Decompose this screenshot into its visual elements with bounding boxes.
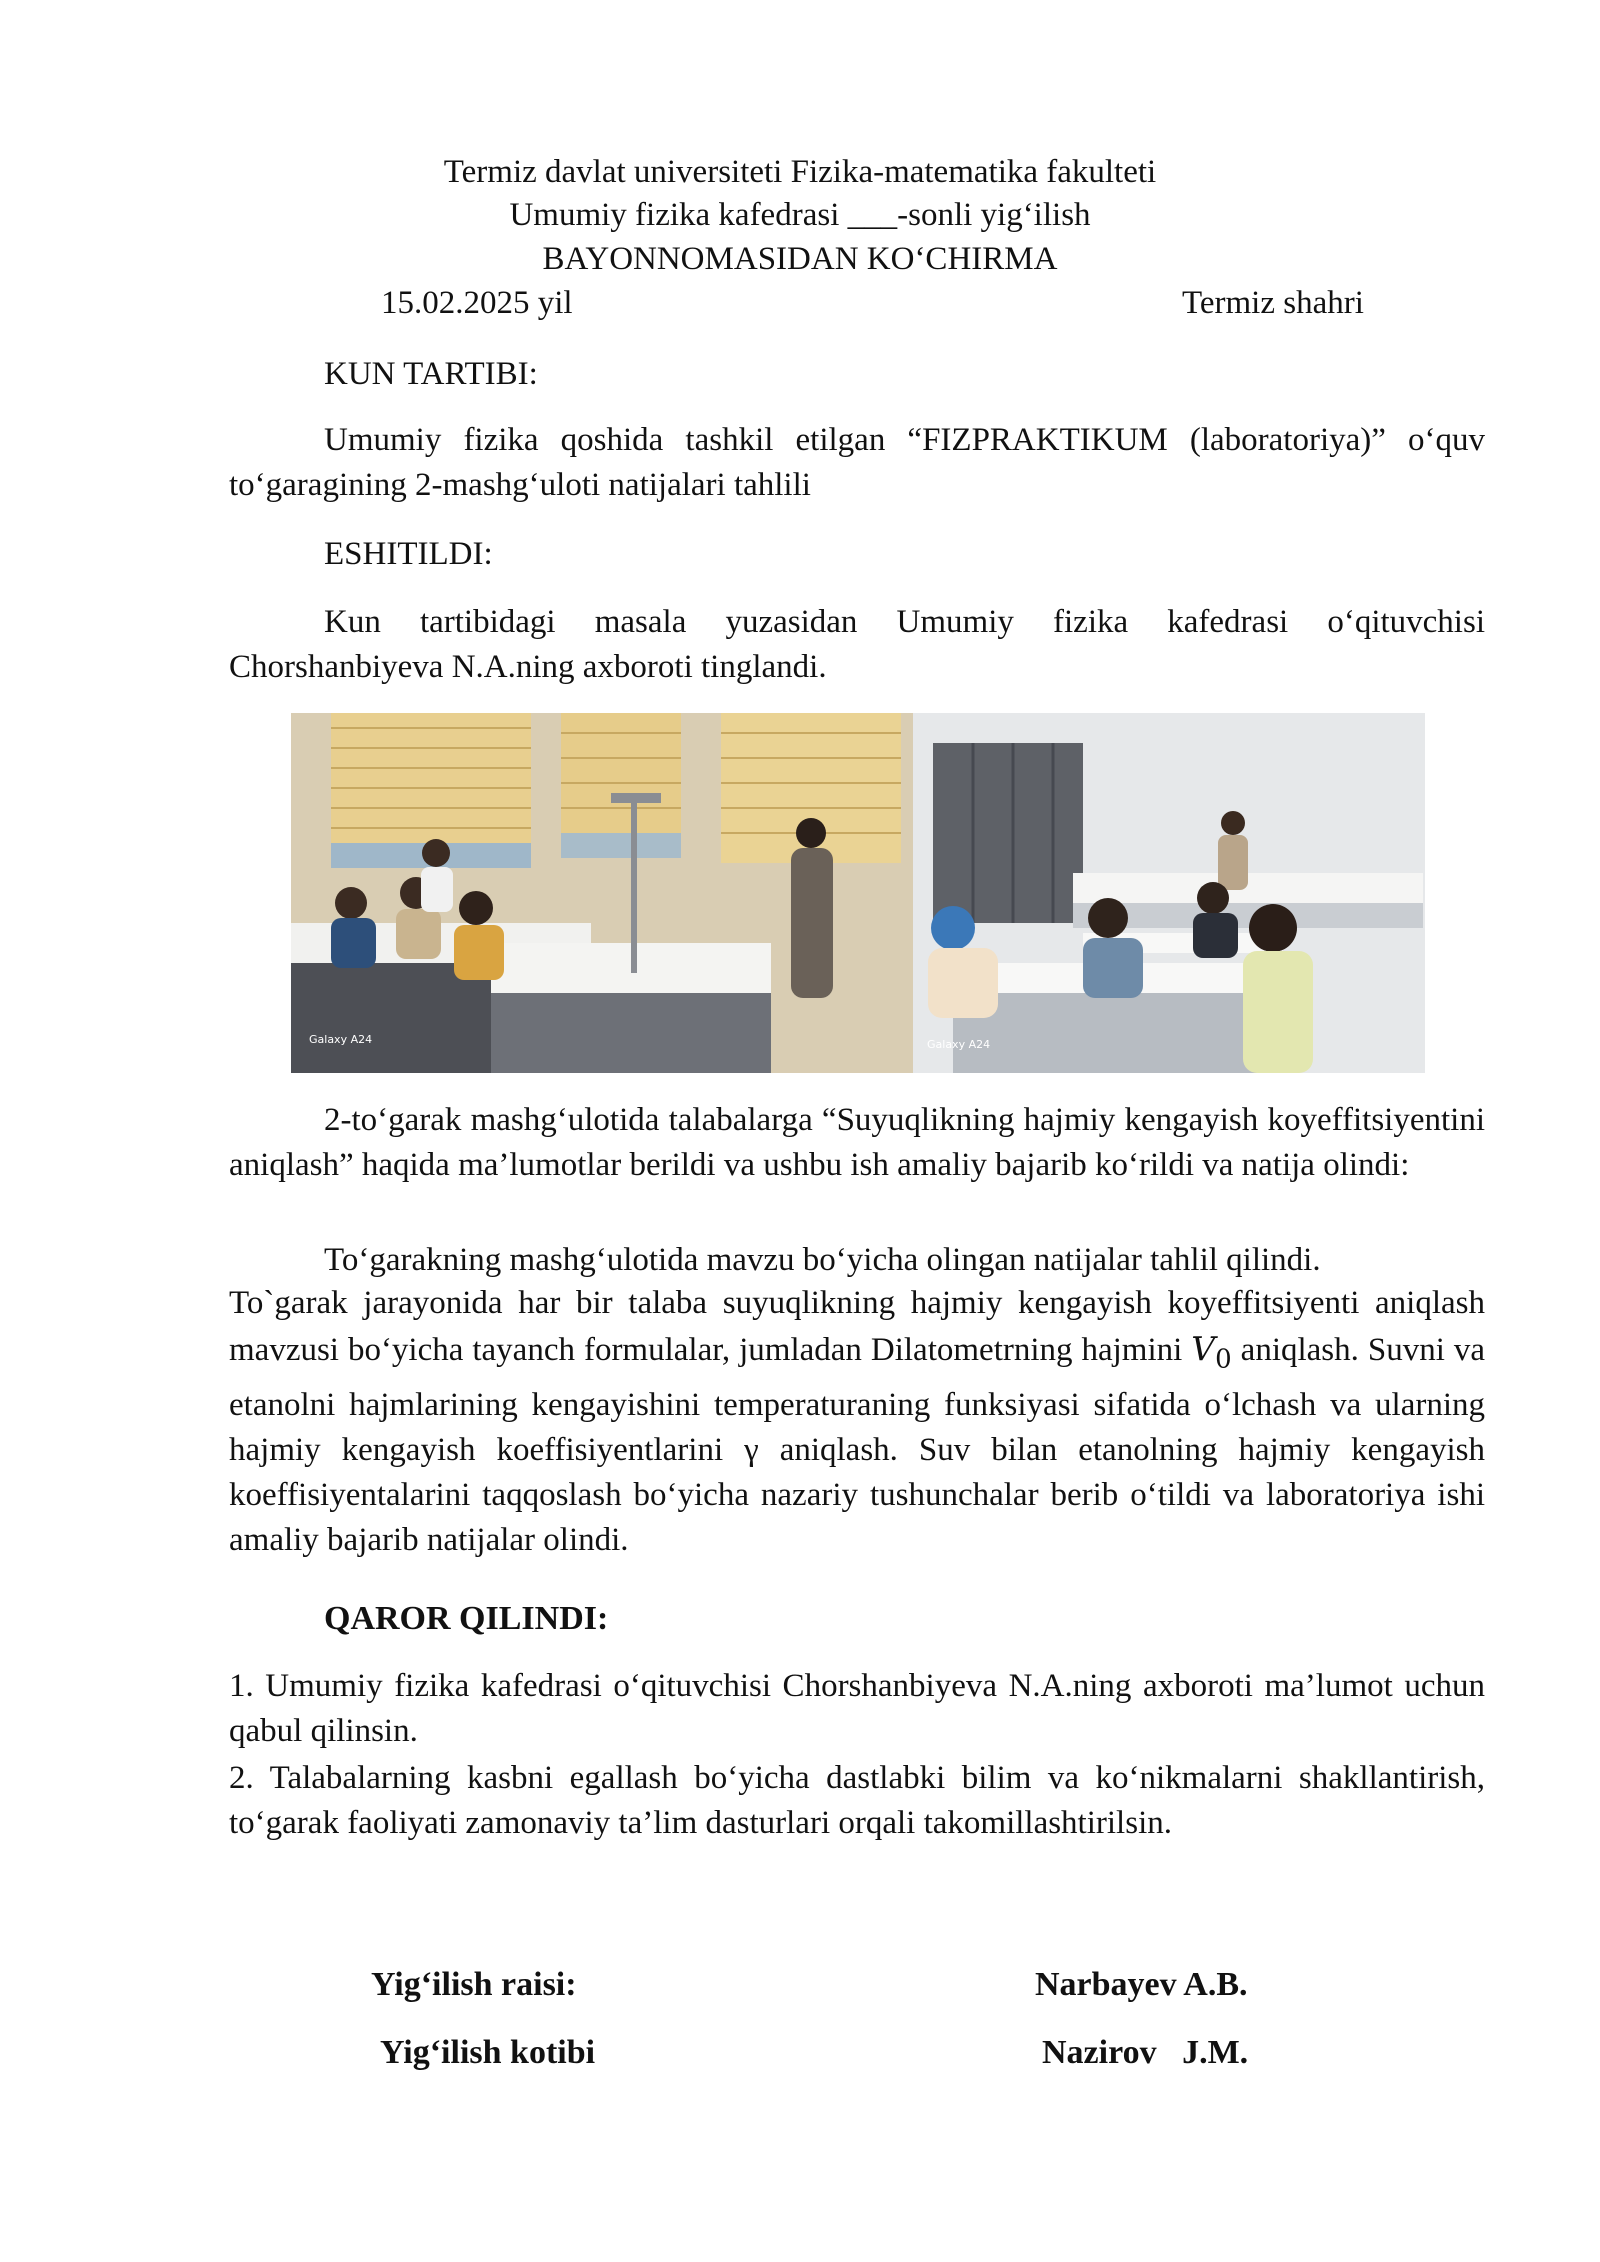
volume-symbol-letter: V: [1191, 1329, 1216, 1368]
header-date: 15.02.2025 yil: [381, 285, 573, 321]
header-city: Termiz shahri: [1182, 285, 1364, 321]
right-photo-watermark: Galaxy A24: [927, 1038, 991, 1051]
body-paragraph-2: To‘garakning mashg‘ulotida mavzu bo‘yicha olingan natijalar tahlil qilindi.: [324, 1242, 1321, 1278]
decision-item-2: 2. Talabalarning kasbni egallash bo‘yicha dastlabki bilim va ko‘nikmalarni shakllantirish, to‘garak faoliyati zamonaviy ta’lim dasturlari orqali takomillashtirilsin.: [229, 1760, 1485, 1841]
header-line-2: Umumiy fizika kafedrasi ___-sonli yig‘ilish: [509, 197, 1091, 233]
chair-label: Yig‘ilish raisi:: [371, 1966, 577, 2003]
secretary-label: Yig‘ilish kotibi: [380, 2034, 596, 2071]
volume-symbol-subscript: 0: [1215, 1344, 1232, 1375]
lab-photo-right: [913, 713, 1425, 1073]
body-paragraph-3: [229, 1281, 1485, 1563]
decision-item-1: 1. Umumiy fizika kafedrasi o‘qituvchisi Chorshanbiyeva N.A.ning axboroti ma’lumot uchun qabul qilinsin.: [229, 1668, 1485, 1749]
heard-heading: ESHITILDI:: [324, 536, 493, 572]
photo-collage: [291, 713, 1425, 1073]
agenda-text: Umumiy fizika qoshida tashkil etilgan “FIZPRAKTIKUM (laboratoriya)” o‘quv to‘garagining 2-mashg‘uloti natijalari tahlili: [229, 422, 1485, 503]
lab-photo-left: [291, 713, 913, 1073]
header-line-1: Termiz davlat universiteti Fizika-matematika fakulteti: [443, 154, 1157, 190]
body-paragraph-1: 2-to‘garak mashg‘ulotida talabalarga “Suyuqlikning hajmiy kengayish koyeffitsiyentini aniqlash” haqida ma’lumotlar berildi va ushbu ish amaliy bajarib ko‘rildi va natija olindi:: [229, 1102, 1485, 1183]
agenda-heading: KUN TARTIBI:: [324, 356, 538, 392]
left-photo-watermark: Galaxy A24: [309, 1033, 373, 1046]
heard-text: Kun tartibidagi masala yuzasidan Umumiy fizika kafedrasi o‘qituvchisi Chorshanbiyeva N.A.ning axboroti tinglandi.: [229, 604, 1485, 685]
decision-heading: QAROR QILINDI:: [324, 1600, 609, 1637]
body-paragraph-3-part-2: aniqlash. Suvni va etanolni hajmlarining kengayishini temperaturaning funksiyasi sifatida o‘lchash va ularning hajmiy kengayish koeffisiyentlarini γ aniqlash. Suv bilan etanolning hajmiy kengayish koeffisiyentalarini taqqoslash bo‘yicha nazariy tushunchalar berib o‘tildi va laboratoriya ishi amaliy bajarib natijalar olindi.: [229, 1332, 1486, 1558]
volume-symbol: [1191, 1329, 1232, 1375]
header-line-3: BAYONNOMASIDAN KO‘CHIRMA: [542, 241, 1058, 277]
chair-name: Narbayev A.B.: [1035, 1966, 1248, 2003]
body-paragraph-3-part-1: To`garak jarayonida har bir talaba suyuqlikning hajmiy kengayish koyeffitsiyenti aniqlash mavzusi bo‘yicha tayanch formulalar, jumladan Dilatometrning hajmini: [229, 1285, 1485, 1368]
secretary-name: Nazirov J.M.: [1042, 2034, 1249, 2071]
